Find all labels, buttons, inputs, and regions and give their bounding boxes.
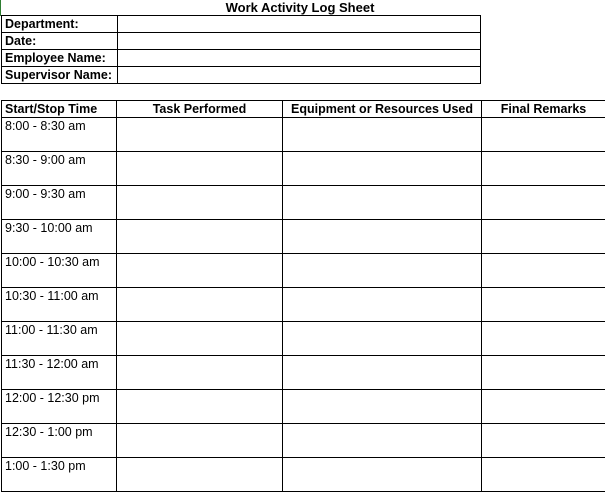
equipment-cell[interactable] xyxy=(283,220,482,254)
task-cell[interactable] xyxy=(117,152,283,186)
equipment-cell[interactable] xyxy=(283,458,482,492)
equipment-cell[interactable] xyxy=(283,424,482,458)
equipment-cell[interactable] xyxy=(283,322,482,356)
remarks-cell[interactable] xyxy=(482,390,605,424)
info-table xyxy=(1,15,481,84)
time-cell: 12:30 - 1:00 pm xyxy=(2,424,117,458)
table-row xyxy=(2,390,605,424)
time-cell: 10:00 - 10:30 am xyxy=(2,254,117,288)
remarks-cell[interactable] xyxy=(482,424,605,458)
employee-name-field[interactable] xyxy=(118,50,481,67)
equipment-cell[interactable] xyxy=(283,118,482,152)
time-cell: 12:00 - 12:30 pm xyxy=(2,390,117,424)
task-cell[interactable] xyxy=(117,356,283,390)
table-row xyxy=(2,220,605,254)
supervisor-name-field[interactable] xyxy=(118,67,481,84)
remarks-cell[interactable] xyxy=(482,322,605,356)
task-cell[interactable] xyxy=(117,220,283,254)
task-cell[interactable] xyxy=(117,322,283,356)
log-header-row xyxy=(2,101,605,118)
table-row xyxy=(2,424,605,458)
remarks-cell[interactable] xyxy=(482,254,605,288)
equipment-cell[interactable] xyxy=(283,186,482,220)
time-cell: 1:00 - 1:30 pm xyxy=(2,458,117,492)
time-cell: 9:30 - 10:00 am xyxy=(2,220,117,254)
equipment-cell[interactable] xyxy=(283,356,482,390)
time-cell: 11:00 - 11:30 am xyxy=(2,322,117,356)
table-row xyxy=(2,186,605,220)
table-row xyxy=(2,356,605,390)
task-cell[interactable] xyxy=(117,288,283,322)
table-row xyxy=(2,288,605,322)
sheet-title: Work Activity Log Sheet xyxy=(225,0,375,15)
time-cell: 11:30 - 12:00 am xyxy=(2,356,117,390)
remarks-cell[interactable] xyxy=(482,152,605,186)
info-row-supervisor-name xyxy=(2,67,481,84)
task-cell[interactable] xyxy=(117,118,283,152)
supervisor-name-label: Supervisor Name: xyxy=(2,67,118,84)
remarks-cell[interactable] xyxy=(482,356,605,390)
time-cell: 8:00 - 8:30 am xyxy=(2,118,117,152)
remarks-cell[interactable] xyxy=(482,288,605,322)
table-row xyxy=(2,152,605,186)
remarks-cell[interactable] xyxy=(482,118,605,152)
info-row-department xyxy=(2,16,481,33)
task-cell[interactable] xyxy=(117,254,283,288)
table-row xyxy=(2,254,605,288)
time-cell: 8:30 - 9:00 am xyxy=(2,152,117,186)
table-row xyxy=(2,458,605,492)
task-cell[interactable] xyxy=(117,390,283,424)
department-label: Department: xyxy=(2,16,118,33)
task-cell[interactable] xyxy=(117,186,283,220)
equipment-cell[interactable] xyxy=(283,390,482,424)
equipment-cell[interactable] xyxy=(283,288,482,322)
table-row xyxy=(2,118,605,152)
header-equipment-resources: Equipment or Resources Used xyxy=(283,101,482,118)
header-task-performed: Task Performed xyxy=(117,101,283,118)
task-cell[interactable] xyxy=(117,424,283,458)
table-row xyxy=(2,322,605,356)
time-cell: 9:00 - 9:30 am xyxy=(2,186,117,220)
equipment-cell[interactable] xyxy=(283,254,482,288)
header-start-stop-time: Start/Stop Time xyxy=(2,101,117,118)
date-field[interactable] xyxy=(118,33,481,50)
equipment-cell[interactable] xyxy=(283,152,482,186)
task-cell[interactable] xyxy=(117,458,283,492)
activity-log-table xyxy=(1,100,605,492)
remarks-cell[interactable] xyxy=(482,186,605,220)
department-field[interactable] xyxy=(118,16,481,33)
info-row-employee-name xyxy=(2,50,481,67)
date-label: Date: xyxy=(2,33,118,50)
remarks-cell[interactable] xyxy=(482,458,605,492)
info-row-date xyxy=(2,33,481,50)
header-final-remarks: Final Remarks xyxy=(482,101,605,118)
employee-name-label: Employee Name: xyxy=(2,50,118,67)
remarks-cell[interactable] xyxy=(482,220,605,254)
time-cell: 10:30 - 11:00 am xyxy=(2,288,117,322)
